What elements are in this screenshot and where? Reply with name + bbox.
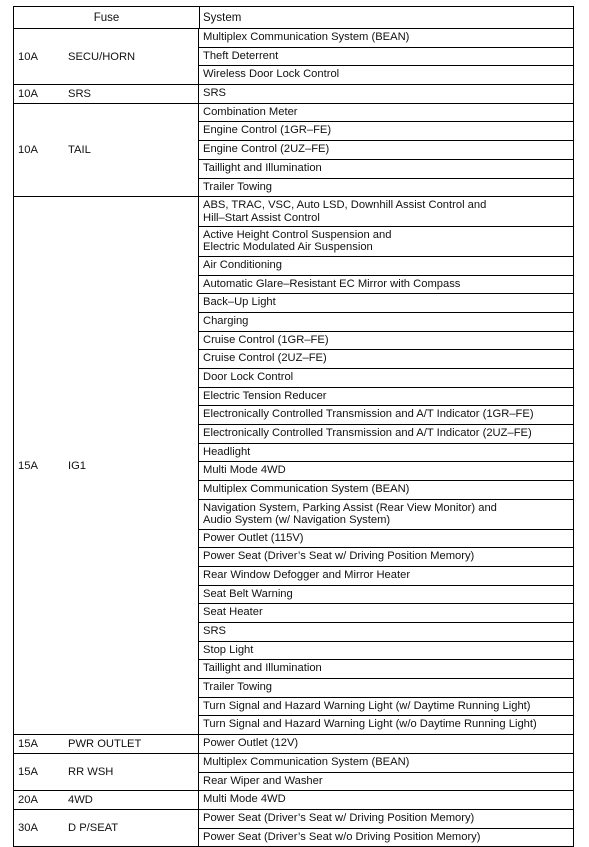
system-item: Seat Belt Warning: [199, 585, 573, 604]
fuse-name: PWR OUTLET: [66, 735, 199, 753]
table-row: [14, 753, 573, 790]
system-item: Door Lock Control: [199, 368, 573, 387]
system-list: [199, 735, 573, 753]
fuse-amperage: 10A: [18, 143, 38, 156]
system-item: Electronically Controlled Transmission and A/T Indicator (1GR–FE): [199, 405, 573, 424]
fuse-name: 4WD: [66, 791, 199, 809]
fuse-amperage: 10A: [18, 87, 38, 100]
system-item: Theft Deterrent: [199, 47, 573, 66]
fuse-amperage: 30A: [18, 822, 38, 835]
system-list: [199, 29, 573, 84]
system-item: Power Seat (Driver’s Seat w/o Driving Position Memory): [199, 828, 573, 847]
system-item: Taillight and Illumination: [199, 659, 573, 678]
system-item: Power Outlet (115V): [199, 529, 573, 548]
fuse-name: RR WSH: [66, 754, 199, 790]
table-row: [14, 734, 573, 753]
system-item: Combination Meter: [203, 105, 298, 118]
fuse-name: SECU/HORN: [66, 29, 199, 84]
fuse-amperage: 20A: [18, 794, 38, 807]
system-item: Power Seat (Driver’s Seat w/ Driving Position Memory): [199, 547, 573, 566]
system-item: SRS: [203, 87, 227, 100]
fuse-amperage: 15A: [18, 459, 38, 472]
fuse-name: D P/SEAT: [66, 810, 199, 846]
system-item: Active Height Control Suspension and Electric Modulated Air Suspension: [199, 226, 573, 256]
system-item: Air Conditioning: [199, 256, 573, 275]
fuse-name: IG1: [66, 197, 199, 734]
table-row: [14, 809, 573, 846]
system-item: Engine Control (1GR–FE): [199, 121, 573, 140]
system-item: Wireless Door Lock Control: [199, 65, 573, 84]
system-list: [199, 791, 573, 809]
fuse-amperage: 15A: [18, 737, 38, 750]
system-item: Power Seat (Driver’s Seat w/ Driving Position Memory): [203, 811, 475, 824]
table-body: [14, 29, 573, 846]
table-header-row: [14, 7, 573, 29]
fuse-amperage: 10A: [18, 50, 38, 63]
system-item: Seat Heater: [199, 603, 573, 622]
table-row: [14, 103, 573, 196]
fuse-column-header: [14, 7, 200, 28]
system-item: Turn Signal and Hazard Warning Light (w/o Daytime Running Light): [199, 715, 573, 734]
system-item: Turn Signal and Hazard Warning Light (w/ Daytime Running Light): [199, 697, 573, 716]
system-item: Electric Tension Reducer: [199, 387, 573, 406]
system-list: [199, 810, 573, 846]
table-row: [14, 29, 573, 84]
system-item: ABS, TRAC, VSC, Auto LSD, Downhill Assist Control and Hill–Start Assist Control: [203, 199, 487, 224]
system-item: Trailer Towing: [199, 678, 573, 697]
table-row: [14, 196, 573, 734]
system-item: Cruise Control (1GR–FE): [199, 331, 573, 350]
fuse-amperage: 15A: [18, 766, 38, 778]
system-item: Rear Wiper and Washer: [199, 772, 573, 791]
system-item: Taillight and Illumination: [199, 159, 573, 178]
system-item: Headlight: [199, 443, 573, 462]
table-row: [14, 790, 573, 809]
system-list: [199, 104, 573, 196]
system-item: Back–Up Light: [199, 293, 573, 312]
table-row: [14, 84, 573, 103]
system-list: [199, 197, 573, 734]
system-item: Multiplex Communication System (BEAN): [203, 31, 410, 43]
system-header-label: System: [203, 11, 242, 24]
system-item: SRS: [199, 622, 573, 641]
system-item: Electronically Controlled Transmission and A/T Indicator (2UZ–FE): [199, 424, 573, 443]
fuse-header-label: Fuse: [93, 11, 120, 24]
system-item: Navigation System, Parking Assist (Rear View Monitor) and Audio System (w/ Navigation System): [199, 499, 573, 529]
system-item: Cruise Control (2UZ–FE): [199, 349, 573, 368]
fuse-name: SRS: [66, 85, 199, 103]
system-item: Multiplex Communication System (BEAN): [203, 755, 410, 768]
system-list: [199, 754, 573, 790]
system-item: Multi Mode 4WD: [199, 461, 573, 480]
system-item: Multiplex Communication System (BEAN): [199, 480, 573, 499]
fuse-table: [13, 6, 574, 847]
fuse-name: TAIL: [66, 104, 199, 196]
system-item: Charging: [199, 312, 573, 331]
system-item: Multi Mode 4WD: [203, 793, 286, 806]
system-item: Stop Light: [199, 641, 573, 660]
system-list: [199, 85, 573, 103]
system-item: Rear Window Defogger and Mirror Heater: [199, 566, 573, 585]
system-item: Power Outlet (12V): [203, 737, 299, 750]
system-item: Trailer Towing: [199, 178, 573, 197]
system-column-header: [200, 7, 573, 28]
system-item: Engine Control (2UZ–FE): [199, 140, 573, 159]
system-item: Automatic Glare–Resistant EC Mirror with Compass: [199, 275, 573, 294]
